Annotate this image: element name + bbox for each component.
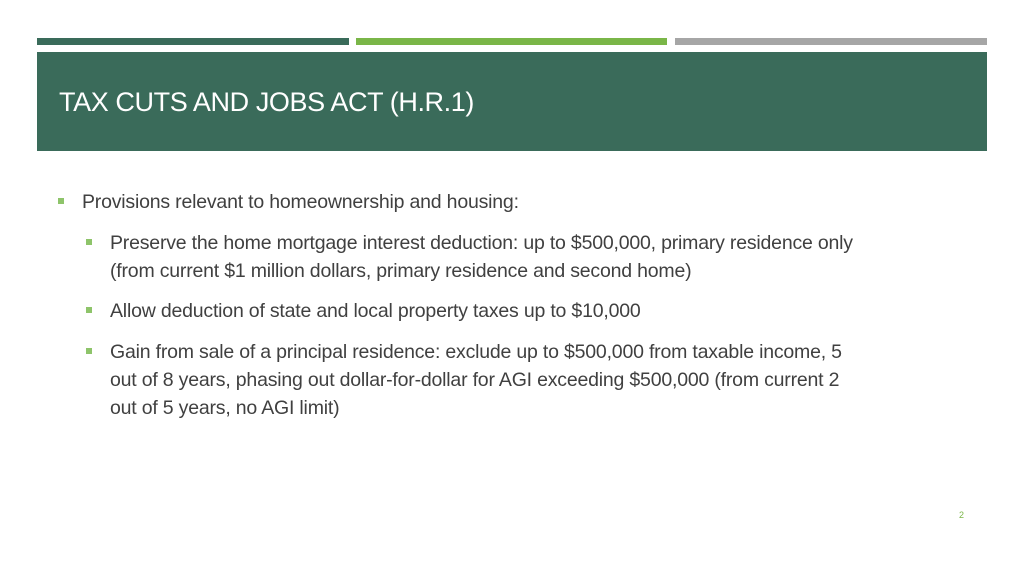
- bullet-text-line: Preserve the home mortgage interest deduction: up to $500,000, primary residence only: [110, 232, 853, 254]
- title-band: [37, 52, 987, 151]
- bullet-text-line: out of 8 years, phasing out dollar-for-dollar for AGI exceeding $500,000 (from current 2: [110, 369, 840, 391]
- accent-bar-light-green: [356, 38, 667, 45]
- accent-bar-dark-green: [37, 38, 349, 45]
- accent-bar-gray: [675, 38, 987, 45]
- slide-title: TAX CUTS AND JOBS ACT (H.R.1): [59, 87, 474, 117]
- bullet-square-icon: [86, 348, 92, 354]
- bullet-text: Provisions relevant to homeownership and housing:: [82, 191, 519, 213]
- page-number: 2: [959, 510, 965, 520]
- bullet-text-line: (from current $1 million dollars, primary residence and second home): [110, 260, 692, 282]
- bullet-square-icon: [58, 198, 64, 204]
- bullet-text-line: Gain from sale of a principal residence: exclude up to $500,000 from taxable income, 5: [110, 341, 842, 363]
- bullet-text-line: out of 5 years, no AGI limit): [110, 397, 340, 419]
- bullet-square-icon: [86, 239, 92, 245]
- bullet-text-line: Allow deduction of state and local property taxes up to $10,000: [110, 300, 641, 322]
- bullet-square-icon: [86, 307, 92, 313]
